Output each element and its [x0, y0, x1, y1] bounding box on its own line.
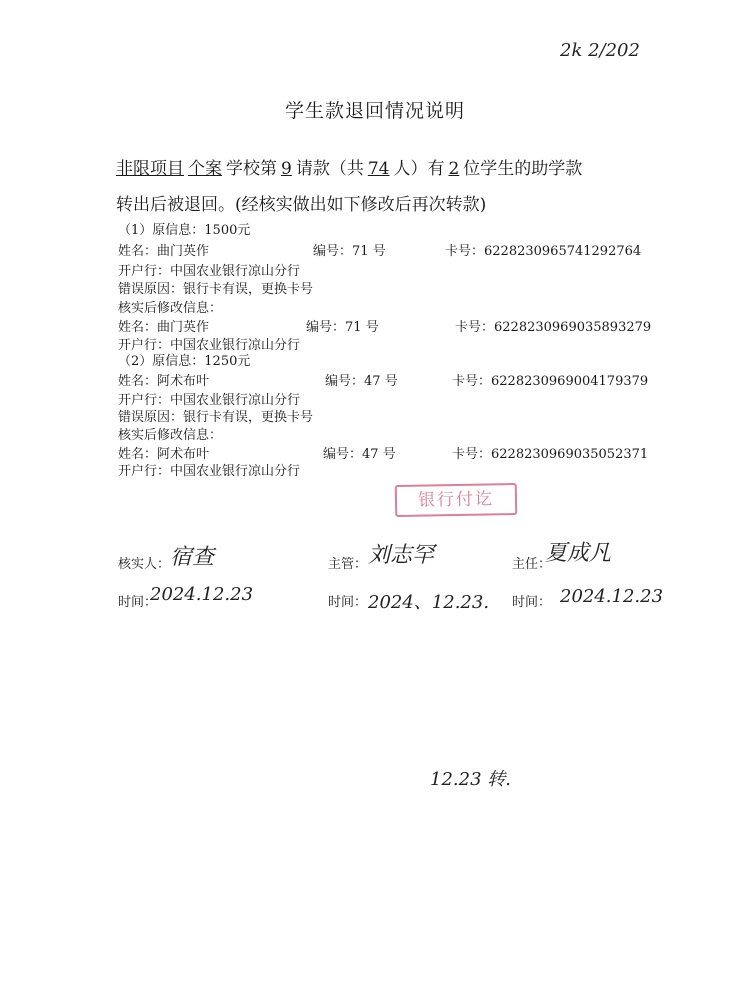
id-suffix: 号	[372, 244, 386, 259]
id-suffix: 号	[384, 374, 398, 389]
intro-batch: 9	[281, 159, 292, 179]
director-label: 主任：	[512, 557, 552, 572]
intro-line-1	[116, 154, 582, 179]
intro-req: 请款（共	[295, 159, 364, 179]
handwritten-top-note: 2k 2/202	[560, 40, 640, 61]
id-label: 编号：	[306, 320, 346, 335]
bank-name: 中国农业银行凉山分行	[170, 264, 301, 279]
student-id: 47	[364, 374, 381, 389]
card-number: 6228230969004179379	[491, 374, 649, 389]
record-1-fixed-card	[455, 316, 651, 335]
record-1-error	[118, 278, 313, 297]
bank-label: 开户行：	[118, 338, 171, 353]
checker-signature: 宿查	[170, 545, 215, 570]
director-signature: 夏成凡	[545, 541, 612, 566]
bank-name: 中国农业银行凉山分行	[170, 464, 301, 479]
name-label: 姓名：	[118, 374, 158, 389]
director-time-label: 时间：	[512, 595, 552, 610]
student-name: 曲门英作	[157, 244, 210, 259]
intro-school: 学校第	[226, 159, 277, 179]
record-1-bank	[118, 260, 300, 279]
name-label: 姓名：	[118, 320, 158, 335]
record-1-orig-name	[118, 240, 209, 259]
error-label: 错误原因：	[118, 282, 184, 297]
id-label: 编号：	[323, 447, 363, 462]
intro-prefix: 非限项目	[116, 159, 184, 179]
record-2-fixed-id	[323, 443, 396, 462]
record-1-header	[118, 219, 250, 238]
id-label: 编号：	[313, 244, 353, 259]
card-label: 卡号：	[452, 374, 492, 389]
card-number: 6228230969035893279	[494, 320, 652, 335]
record-1-fixed-header: 核实后修改信息：	[118, 301, 223, 316]
record-2-amount: 1250	[204, 354, 238, 369]
supervisor-time-label: 时间：	[328, 595, 368, 610]
checker-label: 核实人：	[118, 557, 171, 572]
intro-count: 2	[448, 159, 460, 179]
director-time: 2024.12.23	[560, 586, 664, 607]
student-name: 阿术布叶	[157, 447, 210, 462]
handwritten-footnote: 12.23 转.	[430, 769, 511, 790]
supervisor-time: 2024、12.23.	[368, 592, 490, 613]
record-2-fixed-bank	[118, 460, 300, 479]
checker-time: 2024.12.23	[150, 584, 254, 605]
intro-total: 74	[367, 159, 390, 179]
student-id: 71	[345, 320, 362, 335]
supervisor-signature: 刘志罕	[368, 543, 435, 568]
record-2-orig-name	[118, 370, 209, 389]
record-1-orig-card	[445, 240, 641, 259]
record-1-fixed-id	[306, 316, 379, 335]
intro-line-2: 转出后被退回。(经核实做出如下修改后再次转款)	[116, 195, 487, 215]
card-label: 卡号：	[452, 447, 492, 462]
record-2-orig-id	[325, 370, 398, 389]
card-label: 卡号：	[445, 244, 485, 259]
record-2-error	[118, 406, 313, 425]
record-2-fixed-card	[452, 443, 648, 462]
record-1-orig-id	[313, 240, 386, 259]
record-2-orig-card	[452, 370, 648, 389]
error-reason: 银行卡有误，更换卡号	[183, 282, 314, 297]
id-suffix: 号	[382, 447, 396, 462]
bank-label: 开户行：	[118, 264, 171, 279]
bank-paid-stamp: 银行付讫	[395, 483, 518, 517]
student-name: 阿术布叶	[157, 374, 210, 389]
bank-label: 开户行：	[118, 464, 171, 479]
card-number: 6228230969035052371	[491, 447, 649, 462]
record-2-unit: 元	[237, 354, 251, 369]
intro-tail: 位学生的助学款	[463, 159, 583, 179]
error-label: 错误原因：	[118, 410, 184, 425]
student-name: 曲门英作	[157, 320, 210, 335]
student-id: 47	[362, 447, 379, 462]
supervisor-label: 主管：	[328, 557, 368, 572]
record-2-fixed-header: 核实后修改信息：	[118, 428, 223, 443]
name-label: 姓名：	[118, 447, 158, 462]
record-2-header	[118, 350, 250, 369]
record-1-unit: 元	[237, 223, 251, 238]
card-number: 6228230965741292764	[484, 244, 642, 259]
bank-label: 开户行：	[118, 393, 171, 408]
card-label: 卡号：	[455, 320, 495, 335]
bank-name: 中国农业银行凉山分行	[170, 338, 301, 353]
error-reason: 银行卡有误，更换卡号	[183, 410, 314, 425]
intro-people: 人）有	[393, 159, 445, 179]
id-suffix: 号	[365, 320, 379, 335]
student-id: 71	[352, 244, 369, 259]
record-1-amount: 1500	[204, 223, 238, 238]
id-label: 编号：	[325, 374, 365, 389]
record-2-index: （2）原信息：	[118, 354, 205, 369]
bank-name: 中国农业银行凉山分行	[170, 393, 301, 408]
record-1-fixed-name	[118, 316, 209, 335]
intro-project: 个案	[188, 159, 222, 179]
page-title: 学生款退回情况说明	[284, 100, 465, 122]
name-label: 姓名：	[118, 244, 158, 259]
checker-time-label: 时间：	[118, 595, 158, 610]
record-1-index: （1）原信息：	[118, 223, 205, 238]
